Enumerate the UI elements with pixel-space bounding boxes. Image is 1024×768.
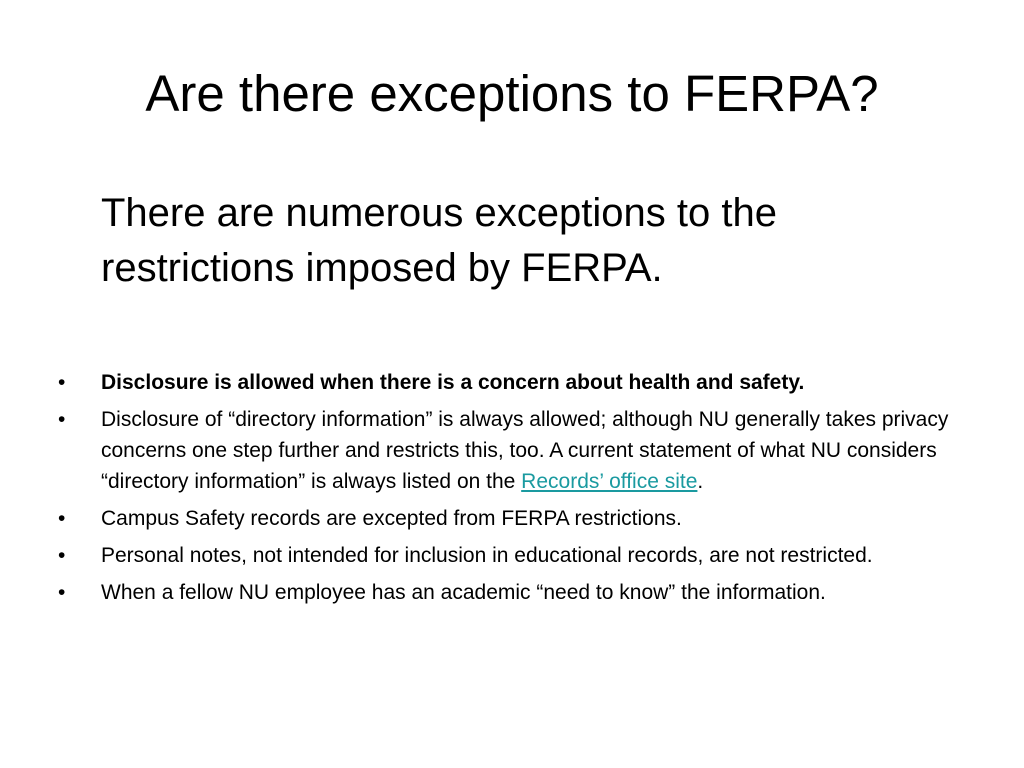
bullet-text: Campus Safety records are excepted from FERPA restrictions. (101, 507, 682, 530)
bullet-text: Personal notes, not intended for inclusion in educational records, are not restricted. (101, 544, 873, 567)
bullet-item-directory-information (0, 404, 951, 497)
bullet-text: When a fellow NU employee has an academic “need to know” the information. (101, 581, 826, 604)
slide-title: Are there exceptions to FERPA? (145, 65, 879, 122)
bullet-text-end: . (697, 470, 704, 493)
bullet-item-need-to-know (0, 577, 951, 608)
bullet-text: Disclosure of “directory information” is always allowed; although NU generally takes privacy concerns one step further and restricts this, too. A current statement of what NU considers “directory information” is always listed on the (101, 408, 949, 493)
intro-text: There are numerous exceptions to the restrictions imposed by FERPA. (101, 191, 777, 290)
bullet-marker: • (58, 371, 66, 394)
bullet-item-personal-notes (0, 540, 951, 571)
bullet-marker: • (58, 581, 66, 604)
bullet-item-campus-safety (0, 503, 951, 534)
bullet-marker: • (58, 408, 66, 431)
records-office-site-link[interactable]: Records’ office site (521, 470, 698, 493)
bullet-item-health-safety (0, 367, 951, 398)
bullet-text: Disclosure is allowed when there is a concern about health and safety. (101, 371, 805, 394)
bullet-marker: • (58, 507, 66, 530)
bullet-list (0, 367, 1024, 614)
bullet-marker: • (58, 544, 66, 567)
